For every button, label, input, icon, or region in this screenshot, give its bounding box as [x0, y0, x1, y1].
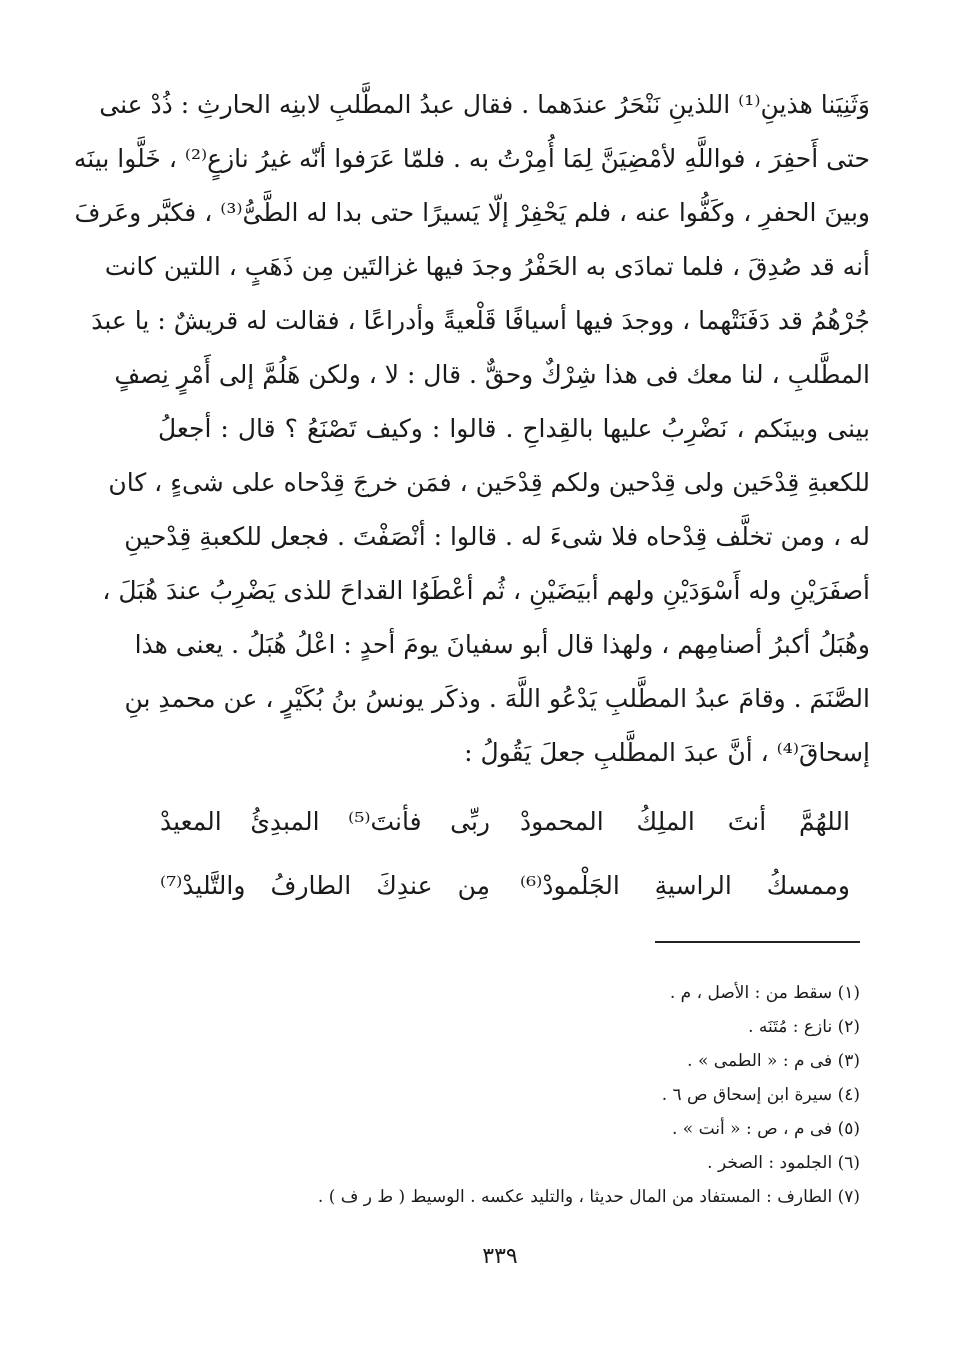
- text-line: إسحاقَ⁽⁴⁾ ، أنَّ عبدَ المطَّلبِ جعلَ يَقُولُ :: [464, 738, 870, 767]
- text-line: للكعبةِ قِدْحَين ولى قِدْحين ولكم قِدْحَين ، فمَن خرجَ قِدْحاه على شىءٍ ، كان: [108, 468, 870, 497]
- text-line: له ، ومن تخلَّف قِدْحاه فلا شىءَ له . قالوا : أنْصَفْتَ . فجعل للكعبةِ قِدْحينِ: [124, 522, 870, 551]
- text-line: بينى وبينَكم ، نَضْرِبُ عليها بالقِداحِ . قالوا : وكيف تَصْنَعُ ؟ قال : أجعلُ: [158, 414, 870, 443]
- text-line: جُرْهُمُ قد دَفَنَتْهما ، ووجدَ فيها أسيافًا قَلْعيةً وأدراعًا ، فقالت له قريشٌ : يا عبدَ: [91, 306, 870, 335]
- footnotes: [160, 976, 860, 1214]
- poem-verse: [160, 790, 850, 854]
- footnote: (٦) الجلمود : الصخر .: [707, 1153, 860, 1173]
- verse-second-hemistich: ربِّى فأنتَ⁽⁵⁾ المبدِئُ المعيدْ: [160, 807, 491, 836]
- footnote: (٤) سيرة ابن إسحاق ص ٦ .: [661, 1085, 860, 1105]
- text-line: الصَّنَمَ . وقامَ عبدُ المطَّلبِ يَدْعُو اللَّهَ . وذكَر يونسُ بنُ بُكَيْرٍ ، عن محمدِ بنِ: [124, 684, 870, 713]
- main-text-block: [73, 78, 870, 780]
- footnote: (٢) نازع : مُتَنَه .: [748, 1017, 860, 1037]
- poem-verses: [160, 790, 850, 918]
- footnote: (٥) فى م ، ص : « أنت » .: [672, 1119, 860, 1139]
- text-line: أنه قد صُدِقَ ، فلما تمادَى به الحَفْرُ وجدَ فيها غزالتَين مِن ذَهَبٍ ، اللتين كانت: [104, 252, 870, 281]
- page-number: ٣٣٩: [482, 1244, 518, 1269]
- footnote: (٧) الطارف : المستفاد من المال حديثا ، والتليد عكسه . الوسيط ( ط ر ف ) .: [317, 1187, 860, 1207]
- text-line: أصفَرَيْنِ وله أَسْوَدَيْنِ ولهم أبيَضَيْنِ ، ثُم أعْطَوُا القداحَ للذى يَضْرِبُ عندَ هُبَلَ ،: [102, 576, 870, 605]
- text-line: وَثَنِيَنا هذينِ⁽¹⁾ اللذينِ نَنْحَرُ عندَهما . فقال عبدُ المطَّلبِ لابنِه الحارثِ : ذُدْ عنى: [99, 90, 870, 119]
- footnote: (٣) فى م : « الطمى » .: [687, 1051, 860, 1071]
- verse-first-hemistich: اللهُمَّ أنتَ الملِكُ المحمودْ: [520, 807, 850, 836]
- text-line: المطَّلبِ ، لنا معك فى هذا شِرْكٌ وحقٌّ . قال : لا ، ولكن هَلُمَّ إلى أَمْرٍ نِصفٍ: [114, 360, 870, 389]
- poem-verse: [160, 854, 850, 918]
- footnote: (١) سقط من : الأصل ، م .: [669, 983, 860, 1003]
- text-line: وبينَ الحفرِ ، وكَفُّوا عنه ، فلم يَحْفِرْ إلّا يَسيرًا حتى بدا له الطَّىُّ⁽³⁾ ، فكبَّر وعَرفَ: [74, 198, 870, 227]
- footnote-separator: [655, 941, 860, 943]
- text-line: حتى أَحفِرَ ، فواللَّهِ لأمْضِيَنَّ لِمَا أُمِرْتُ به . فلمّا عَرَفوا أنّه غيرُ نازعٍ⁽²⁾ ، خَلَّوا بينَه: [73, 144, 870, 173]
- verse-first-hemistich: وممسكُ الراسيةِ الجَلْمودْ⁽⁶⁾: [520, 871, 850, 900]
- text-line: وهُبَلُ أكبرُ أصنامِهم ، ولهذا قال أبو سفيانَ يومَ أحدٍ : اعْلُ هُبَلُ . يعنى هذا: [134, 630, 870, 659]
- verse-second-hemistich: مِن عندِكَ الطارفُ والتَّليدْ⁽⁷⁾: [160, 871, 490, 900]
